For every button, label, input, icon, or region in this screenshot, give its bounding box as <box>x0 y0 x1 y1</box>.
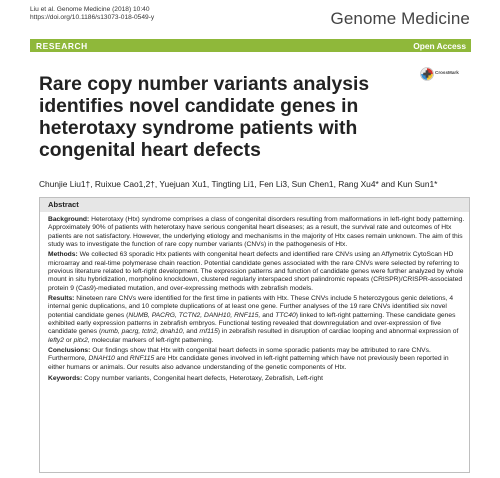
abstract-conclusions <box>48 347 466 372</box>
abstract-box <box>39 197 470 473</box>
results-genes: NUMB, PACRG, TCTN2, DANH10, RNF115, <box>128 311 261 319</box>
results-text-7: , molecular markers of left-right patterning. <box>87 336 214 344</box>
open-access-label: Open Access <box>413 40 466 51</box>
results-text-1: Nineteen rare CNVs were identified for the first time in patients with Htx. These CNVs include 5 heterozygous genic deletions, 4 internal genic duplications, and 10 complete duplications of at least one gene. Further analyses of the 19 rare CNVs identified six novel potential candidate genes ( <box>48 294 454 319</box>
conclusions-label: Conclusions: <box>48 346 91 354</box>
abstract-header <box>40 198 469 212</box>
conclusions-gene-2: RNF115 <box>129 355 155 363</box>
methods-text: We collected 63 sporadic Htx patients with congenital heart defects and identified rare CNVs using an Affymetrix CytoScan HD microarray and real-time polymerase chain reaction. Potential candidate genes associated with the rare CNVs were selected by referring to previous literature related to left-right development. The expression patterns and function of candidate genes were further analyzed by whole mount in situ hybridization, morpholino knockdown, clustered regularly interspaced short palindromic repeats (CRISPR)/CRISPR-associated protein 9 (Cas9)-mediated mutation, and over-expressing methods with zebrafish models. <box>48 251 464 292</box>
results-text-6: or <box>63 336 74 344</box>
article-title: Rare copy number variants analysis identifies novel candidate genes in heterotaxy syndrome patients with congenital heart defects <box>39 74 370 161</box>
article-type-banner <box>30 39 471 52</box>
methods-label: Methods: <box>48 251 78 259</box>
crossmark-label: CrossMark <box>435 70 459 75</box>
crossmark-badge[interactable] <box>420 67 460 97</box>
keywords <box>48 375 466 383</box>
conclusions-text-3: are Htx candidate genes involved in left-right patterning which have not previously been reported in either humans or animals. Our results also advance understanding of the genetic components of Htx. <box>48 355 449 371</box>
background-text: Heterotaxy (Htx) syndrome comprises a class of congenital disorders resulting from malformations in left-right body patterning. Approximately 90% of patients with heterotaxy have serious congenital heart diseases; as a result, the survival rate and outcomes of Htx patients are not satisfactory. However, the underlying etiology and mechanisms in the majority of Htx cases remain unknown. The aim of this study was to investigate the function of rare copy number variants (CNVs) in the pathogenesis of Htx. <box>48 216 465 249</box>
results-gene-lefty2: lefty2 <box>48 336 64 344</box>
abstract-body <box>48 216 466 385</box>
abstract-methods <box>48 251 466 293</box>
abstract-background <box>48 216 466 250</box>
results-text-5: ) in zebrafish resulted in disruption of cardiac looping and abnormal expression of <box>217 328 459 336</box>
conclusions-text-1: Our findings show that Htx with congenital heart defects in some sporadic patients may be attributed to rare CNVs. Furthermore, <box>48 346 431 363</box>
journal-name: Genome Medicine <box>330 9 470 28</box>
crossmark-icon <box>420 67 434 81</box>
author-list: Chunjie Liu1†, Ruixue Cao1,2†, Yuejuan Xu1, Tingting Li1, Fen Li3, Sun Chen1, Rang Xu4* and Kun Sun1* <box>39 179 438 189</box>
citation <box>30 6 154 22</box>
keywords-text: Copy number variants, Congenital heart defects, Heterotaxy, Zebrafish, Left-right <box>82 375 323 383</box>
results-gene-last-2: rnf115 <box>199 328 218 336</box>
conclusions-text-2: and <box>114 355 130 363</box>
results-genes-2: numb, pacrg, tctn2, dnah10, <box>101 328 185 336</box>
background-label: Background: <box>48 216 90 223</box>
keywords-label: Keywords: <box>48 375 83 383</box>
results-text-4: and <box>184 328 200 336</box>
abstract-heading: Abstract <box>48 200 79 209</box>
article-type: RESEARCH <box>36 40 88 51</box>
results-gene-last: TTC40 <box>275 311 296 319</box>
page-header <box>30 4 470 34</box>
doi-link[interactable]: https://doi.org/10.1186/s13073-018-0549-y <box>30 14 155 21</box>
results-label: Results: <box>48 294 75 302</box>
abstract-results <box>48 295 466 345</box>
results-text-2: and <box>260 311 276 319</box>
citation-line-1: Liu et al. Genome Medicine (2018) 10:40 <box>30 6 150 13</box>
results-gene-pitx2: pitx2 <box>73 336 88 344</box>
conclusions-gene-1: DNAH10 <box>88 355 115 363</box>
results-text-3: ) linked to left-right patterning. These candidate genes exhibited early expression patterns in zebrafish embryos. Functional testing revealed that downregulation and over-expression of five candidate genes ( <box>48 311 456 336</box>
